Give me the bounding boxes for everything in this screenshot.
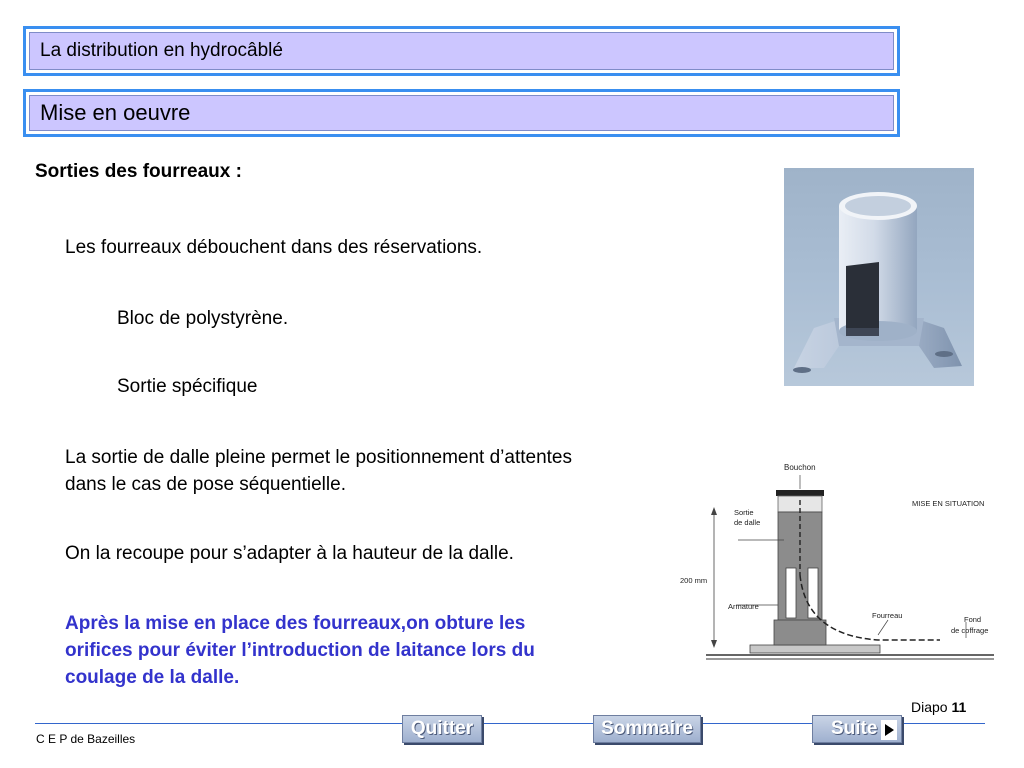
highlight-line-2: orifices pour éviter l’introduction de laitance lors du bbox=[65, 640, 535, 661]
next-button-label: Suite bbox=[831, 718, 878, 739]
label-fond: Fond bbox=[964, 615, 982, 624]
page-subtitle: Mise en oeuvre bbox=[29, 95, 894, 131]
label-de-coffrage: de coffrage bbox=[951, 626, 989, 635]
text-line-reservations: Les fourreaux débouchent dans des réservations. bbox=[65, 237, 483, 258]
text-line-sortie: Sortie spécifique bbox=[117, 376, 258, 397]
text-line-recoupe: On la recoupe pour s’adapter à la hauteur de la dalle. bbox=[65, 543, 514, 564]
sortie-photo-illustration bbox=[784, 168, 974, 386]
slide-number: 11 bbox=[951, 699, 967, 715]
slide-label: Diapo bbox=[911, 699, 948, 715]
quit-button[interactable] bbox=[402, 715, 482, 743]
label-mise-en-situation: MISE EN SITUATION bbox=[912, 499, 985, 508]
sortie-photo bbox=[784, 168, 974, 386]
next-button[interactable] bbox=[812, 715, 902, 743]
footer-organization: C E P de Bazeilles bbox=[36, 732, 136, 746]
section-title: Sorties des fourreaux : bbox=[35, 161, 242, 182]
slide-counter bbox=[911, 699, 966, 715]
play-arrow-icon bbox=[881, 720, 897, 740]
label-armature: Armature bbox=[728, 602, 759, 611]
title-banner bbox=[23, 26, 900, 76]
highlight-line-1: Après la mise en place des fourreaux,on obture les bbox=[65, 613, 526, 634]
label-height: 200 mm bbox=[680, 576, 708, 585]
quit-button-label: Quitter bbox=[410, 718, 474, 739]
page-title: La distribution en hydrocâblé bbox=[29, 32, 894, 70]
label-bouchon: Bouchon bbox=[784, 463, 816, 472]
label-de-dalle: de dalle bbox=[734, 518, 761, 527]
text-line-sortie-dalle-1: La sortie de dalle pleine permet le positionnement d’attentes bbox=[65, 447, 572, 468]
summary-button[interactable] bbox=[593, 715, 701, 743]
text-line-sortie-dalle-2: dans le cas de pose séquentielle. bbox=[65, 474, 346, 495]
summary-button-label: Sommaire bbox=[601, 718, 693, 739]
label-fourreau: Fourreau bbox=[872, 611, 903, 620]
label-sortie: Sortie bbox=[734, 508, 754, 517]
text-line-polystyrene: Bloc de polystyrène. bbox=[117, 308, 289, 329]
diagram-drawing bbox=[678, 455, 1000, 667]
mise-en-situation-diagram bbox=[678, 455, 1000, 667]
highlight-line-3: coulage de la dalle. bbox=[65, 667, 240, 688]
subtitle-banner bbox=[23, 89, 900, 137]
